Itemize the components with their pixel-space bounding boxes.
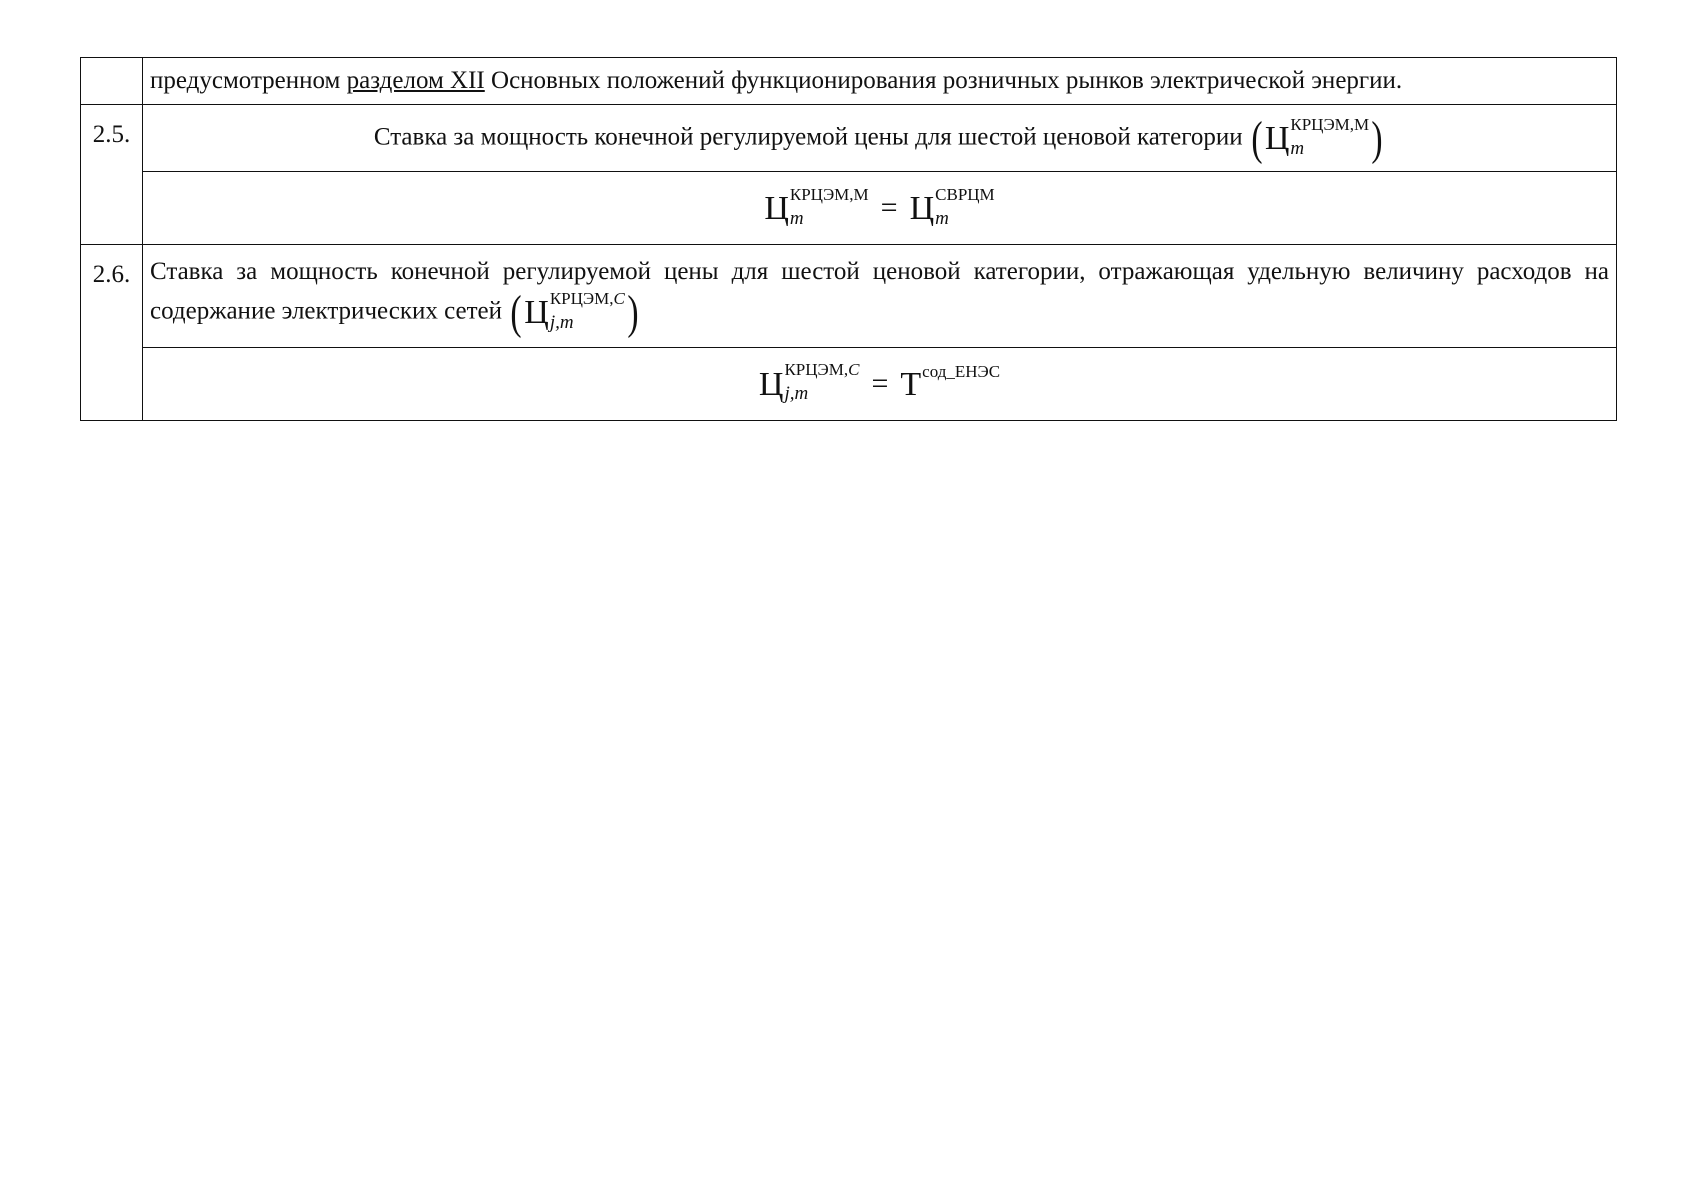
row-number-2-5: 2.5.: [81, 104, 143, 244]
row-number-2-6: 2.6.: [81, 244, 143, 420]
text-prefix: предусмотренном: [150, 67, 347, 94]
table-row-2-5-formula: [81, 171, 1617, 244]
table-row-continuation: [81, 58, 1617, 105]
equals-sign: =: [871, 367, 889, 401]
heading-2-6-formula: [508, 285, 641, 339]
formula-symbol: Ц: [1264, 119, 1290, 157]
lhs-subscript: j,m: [784, 383, 809, 405]
left-paren: (: [510, 285, 522, 339]
left-paren: (: [1251, 111, 1263, 165]
rhs-symbol: Т: [900, 365, 922, 403]
rhs-superscript: СВРЦМ: [935, 184, 995, 204]
tariff-table: [80, 57, 1617, 421]
table-row-2-6-formula: [81, 347, 1617, 420]
formula-superscript: КРЦЭМ,М: [1290, 114, 1370, 134]
heading-2-6: [143, 244, 1617, 347]
lhs-superscript: КРЦЭМ,: [784, 360, 849, 380]
formula-2-5: [143, 171, 1617, 244]
equals-sign: =: [880, 191, 898, 225]
text-suffix: Основных положений функционирования розничных рынков электрической энергии.: [484, 67, 1403, 94]
rhs-subscript: m: [935, 207, 949, 229]
lhs-symbol: Ц: [758, 365, 784, 403]
heading-2-5-text: Ставка за мощность конечной регулируемой цены для шестой ценовой категории: [373, 123, 1243, 151]
heading-2-5-formula: [1249, 111, 1385, 165]
row-number-cell: [81, 58, 143, 105]
lhs-superscript-italic: С: [848, 360, 860, 380]
lhs-symbol: Ц: [764, 189, 789, 227]
right-paren: ): [1371, 111, 1383, 165]
formula-superscript-italic: С: [613, 288, 625, 308]
continuation-text: [143, 58, 1617, 105]
formula-symbol: Ц: [524, 293, 549, 331]
rhs-superscript: сод_ЕНЭС: [922, 361, 1001, 381]
table-row-2-5-heading: [81, 104, 1617, 171]
heading-2-5: [143, 104, 1617, 171]
lhs-subscript: m: [789, 207, 804, 229]
table-row-2-6-heading: [81, 244, 1617, 347]
formula-subscript: j,m: [549, 311, 574, 333]
formula-superscript: КРЦЭМ,: [549, 288, 614, 308]
formula-subscript: m: [1290, 137, 1305, 159]
heading-2-6-text: Ставка за мощность конечной регулируемой цены для шестой ценовой категории, отражающая удельную величину расходов на содержание электрических сетей: [150, 257, 1609, 325]
lhs-superscript: КРЦЭМ,М: [789, 184, 869, 204]
section-link[interactable]: разделом XII: [346, 67, 485, 94]
formula-2-6: [143, 347, 1617, 420]
right-paren: ): [627, 285, 639, 339]
rhs-symbol: Ц: [909, 189, 935, 227]
